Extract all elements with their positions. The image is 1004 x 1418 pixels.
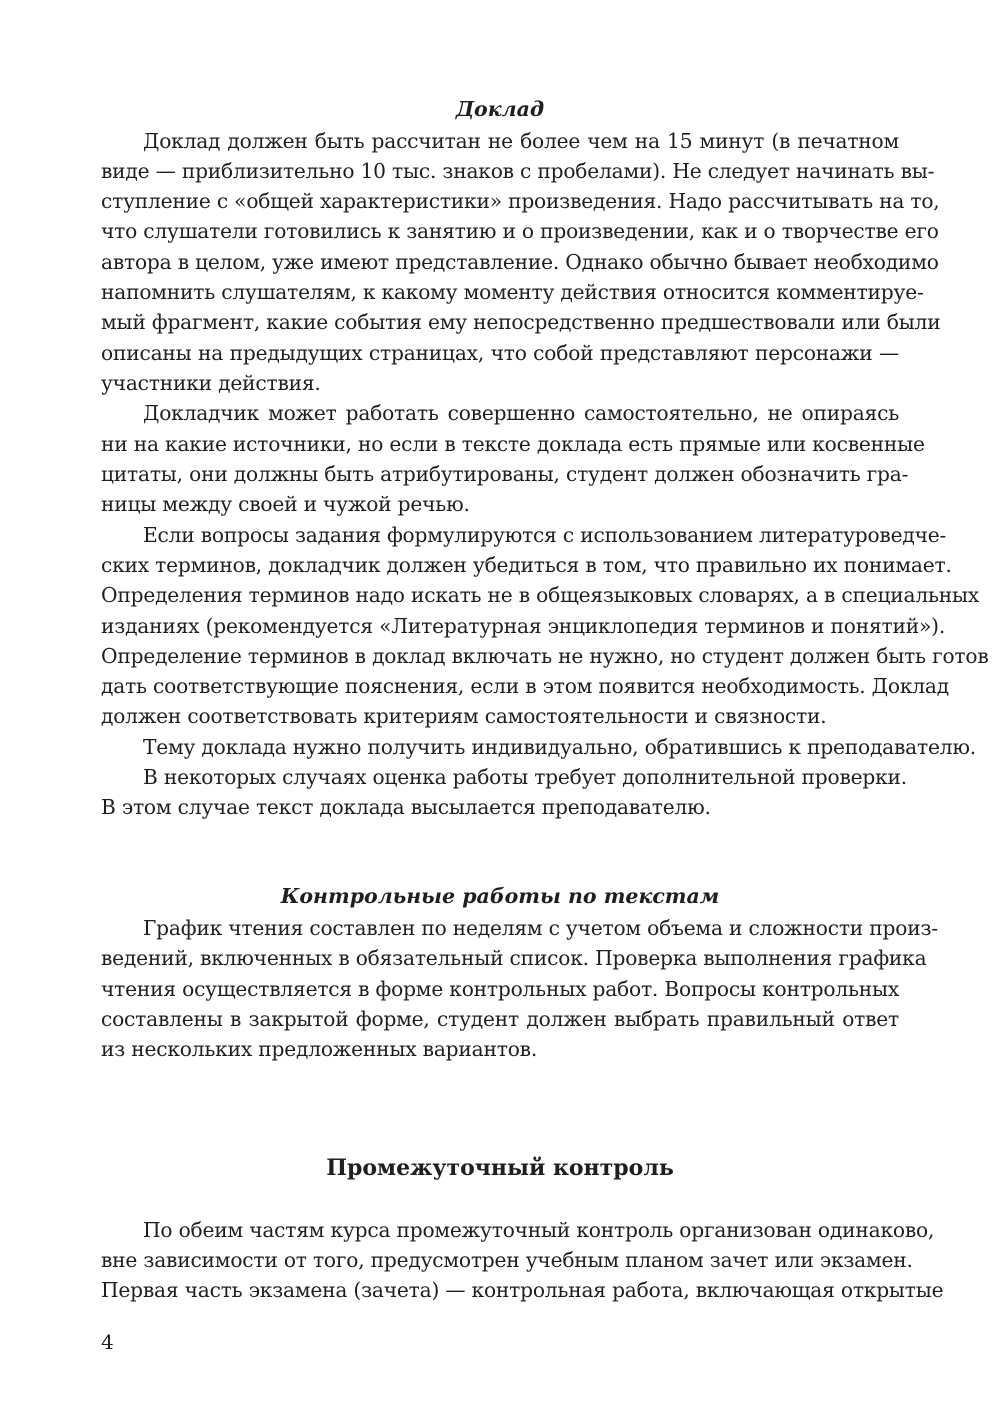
text-line: ских терминов, докладчик должен убедиться в том, что правильно их понимает. <box>101 553 952 577</box>
text-line: Определение терминов в доклад включать не нужно, но студент должен быть готов <box>101 644 989 668</box>
text-line: мый фрагмент, какие события ему непосредственно предшествовали или были <box>101 310 941 334</box>
text-line: из нескольких предложенных вариантов. <box>101 1037 538 1061</box>
text-line: В некоторых случаях оценка работы требует дополнительной проверки. <box>143 765 907 789</box>
text-line: Доклад должен быть рассчитан не более чем на 15 минут (в печатном <box>143 129 899 153</box>
text-line: участники действия. <box>101 371 321 395</box>
text-line: ступление с «общей характеристики» произведения. Надо рассчитывать на то, <box>101 189 940 213</box>
text-line: составлены в закрытой форме, студент должен выбрать правильный ответ <box>101 1007 899 1031</box>
text-line: что слушатели готовились к занятию и о произведении, как и о творчестве его <box>101 219 939 243</box>
text-line: должен соответствовать критериям самостоятельности и связности. <box>101 704 827 728</box>
text-line: По обеим частям курса промежуточный контроль организован одинаково, <box>143 1218 935 1242</box>
text-line: вне зависимости от того, предусмотрен учебным планом зачет или экзамен. <box>101 1248 913 1272</box>
text-line: чтения осуществляется в форме контрольных работ. Вопросы контрольных <box>101 977 900 1001</box>
section-heading-tests: Контрольные работы по текстам <box>280 884 720 908</box>
page-number: 4 <box>101 1330 114 1354</box>
text-line: напомнить слушателям, к какому моменту действия относится комментируе- <box>101 280 924 304</box>
text-line: виде — приблизительно 10 тыс. знаков с пробелами). Не следует начинать вы- <box>101 159 935 183</box>
text-line: ведений, включенных в обязательный список. Проверка выполнения графика <box>101 946 927 970</box>
text-line: График чтения составлен по неделям с учетом объема и сложности произ- <box>143 916 938 940</box>
section-heading-intermediate-control: Промежуточный контроль <box>326 1155 674 1181</box>
text-line: дать соответствующие пояснения, если в этом появится необходимость. Доклад <box>101 674 949 698</box>
text-line: Определения терминов надо искать не в общеязыковых словарях, а в специальных <box>101 583 980 607</box>
text-line: автора в целом, уже имеют представление. Однако обычно бывает необходимо <box>101 250 939 274</box>
section-heading-report: Доклад <box>455 97 545 121</box>
text-line: В этом случае текст доклада высылается преподавателю. <box>101 795 711 819</box>
text-line: изданиях (рекомендуется «Литературная энциклопедия терминов и понятий»). <box>101 614 946 638</box>
text-line: ницы между своей и чужой речью. <box>101 492 470 516</box>
text-line: цитаты, они должны быть атрибутированы, студент должен обозначить гра- <box>101 462 909 486</box>
text-line: Докладчик может работать совершенно самостоятельно, не опираясь <box>143 401 899 425</box>
text-line: Если вопросы задания формулируются с использованием литературоведче- <box>143 523 947 547</box>
text-line: описаны на предыдущих страницах, что собой представляют персонажи — <box>101 341 899 365</box>
text-line: Первая часть экзамена (зачета) — контрольная работа, включающая открытые <box>101 1278 944 1302</box>
text-line: ни на какие источники, но если в тексте доклада есть прямые или косвенные <box>101 432 925 456</box>
text-line: Тему доклада нужно получить индивидуально, обратившись к преподавателю. <box>143 735 976 759</box>
